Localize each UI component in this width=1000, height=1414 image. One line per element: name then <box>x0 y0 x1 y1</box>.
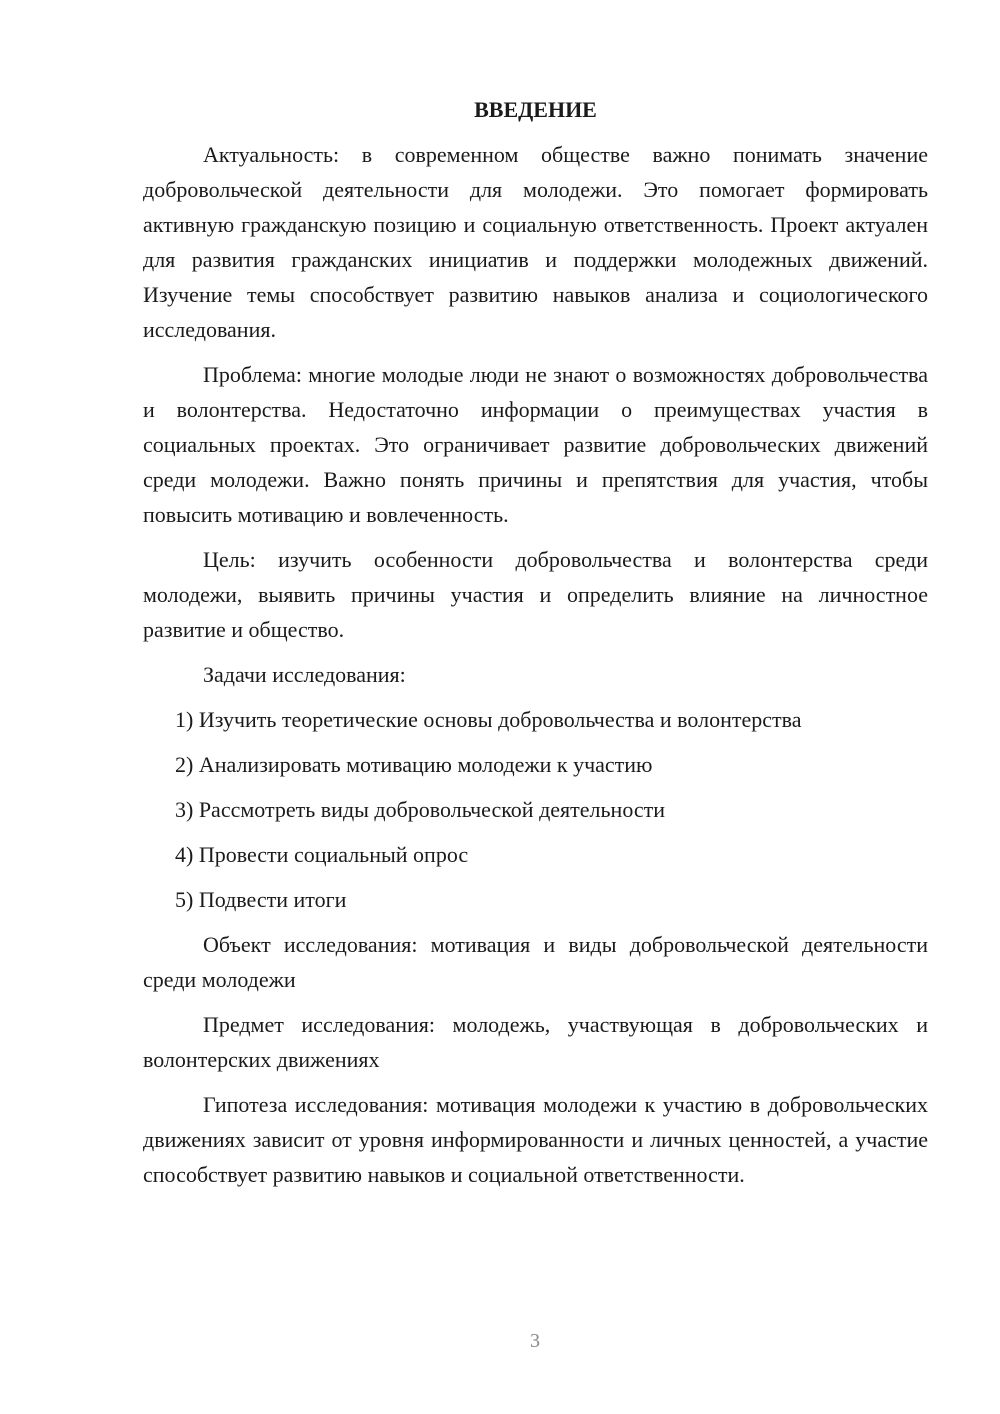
task-item: 2) Анализировать мотивацию молодежи к участию <box>175 752 653 777</box>
task-item: 4) Провести социальный опрос <box>175 842 469 867</box>
object-paragraph: Объект исследования: мотивация и виды добровольческой деятельности среди молодежи <box>143 932 928 992</box>
tasks-label: Задачи исследования: <box>203 662 406 687</box>
goal-paragraph: Цель: изучить особенности добровольчества и волонтерства среди молодежи, выявить причины участия и определить влияние на личностное развитие и общество. <box>143 547 928 642</box>
page-number: 3 <box>530 1330 540 1352</box>
task-item: 3) Рассмотреть виды добровольческой деятельности <box>175 797 666 822</box>
relevance-paragraph: Актуальность: в современном обществе важно понимать значение добровольческой деятельности для молодежи. Это помогает формировать активную гражданскую позицию и социальную ответственность. Проект актуален для развития гражданских инициатив и поддержки молодежных движений. Изучение темы способствует развитию навыков анализа и социологического исследования. <box>143 142 928 342</box>
problem-paragraph: Проблема: многие молодые люди не знают о возможностях добровольчества и волонтерства. Недостаточно информации о преимуществах участия в социальных проектах. Это ограничивает развитие добровольческих движений среди молодежи. Важно понять причины и препятствия для участия, чтобы повысить мотивацию и вовлеченность. <box>143 362 928 527</box>
tasks-list <box>143 702 928 917</box>
task-item: 5) Подвести итоги <box>175 887 347 912</box>
document-page <box>143 90 928 1202</box>
task-item: 1) Изучить теоретические основы добровольчества и волонтерства <box>175 707 802 732</box>
hypothesis-paragraph: Гипотеза исследования: мотивация молодежи к участию в добровольческих движениях зависит от уровня информированности и личных ценностей, а участие способствует развитию навыков и социальной ответственности. <box>143 1092 928 1187</box>
subject-paragraph: Предмет исследования: молодежь, участвующая в добровольческих и волонтерских движениях <box>143 1012 928 1072</box>
section-heading: ВВЕДЕНИЕ <box>474 97 597 122</box>
